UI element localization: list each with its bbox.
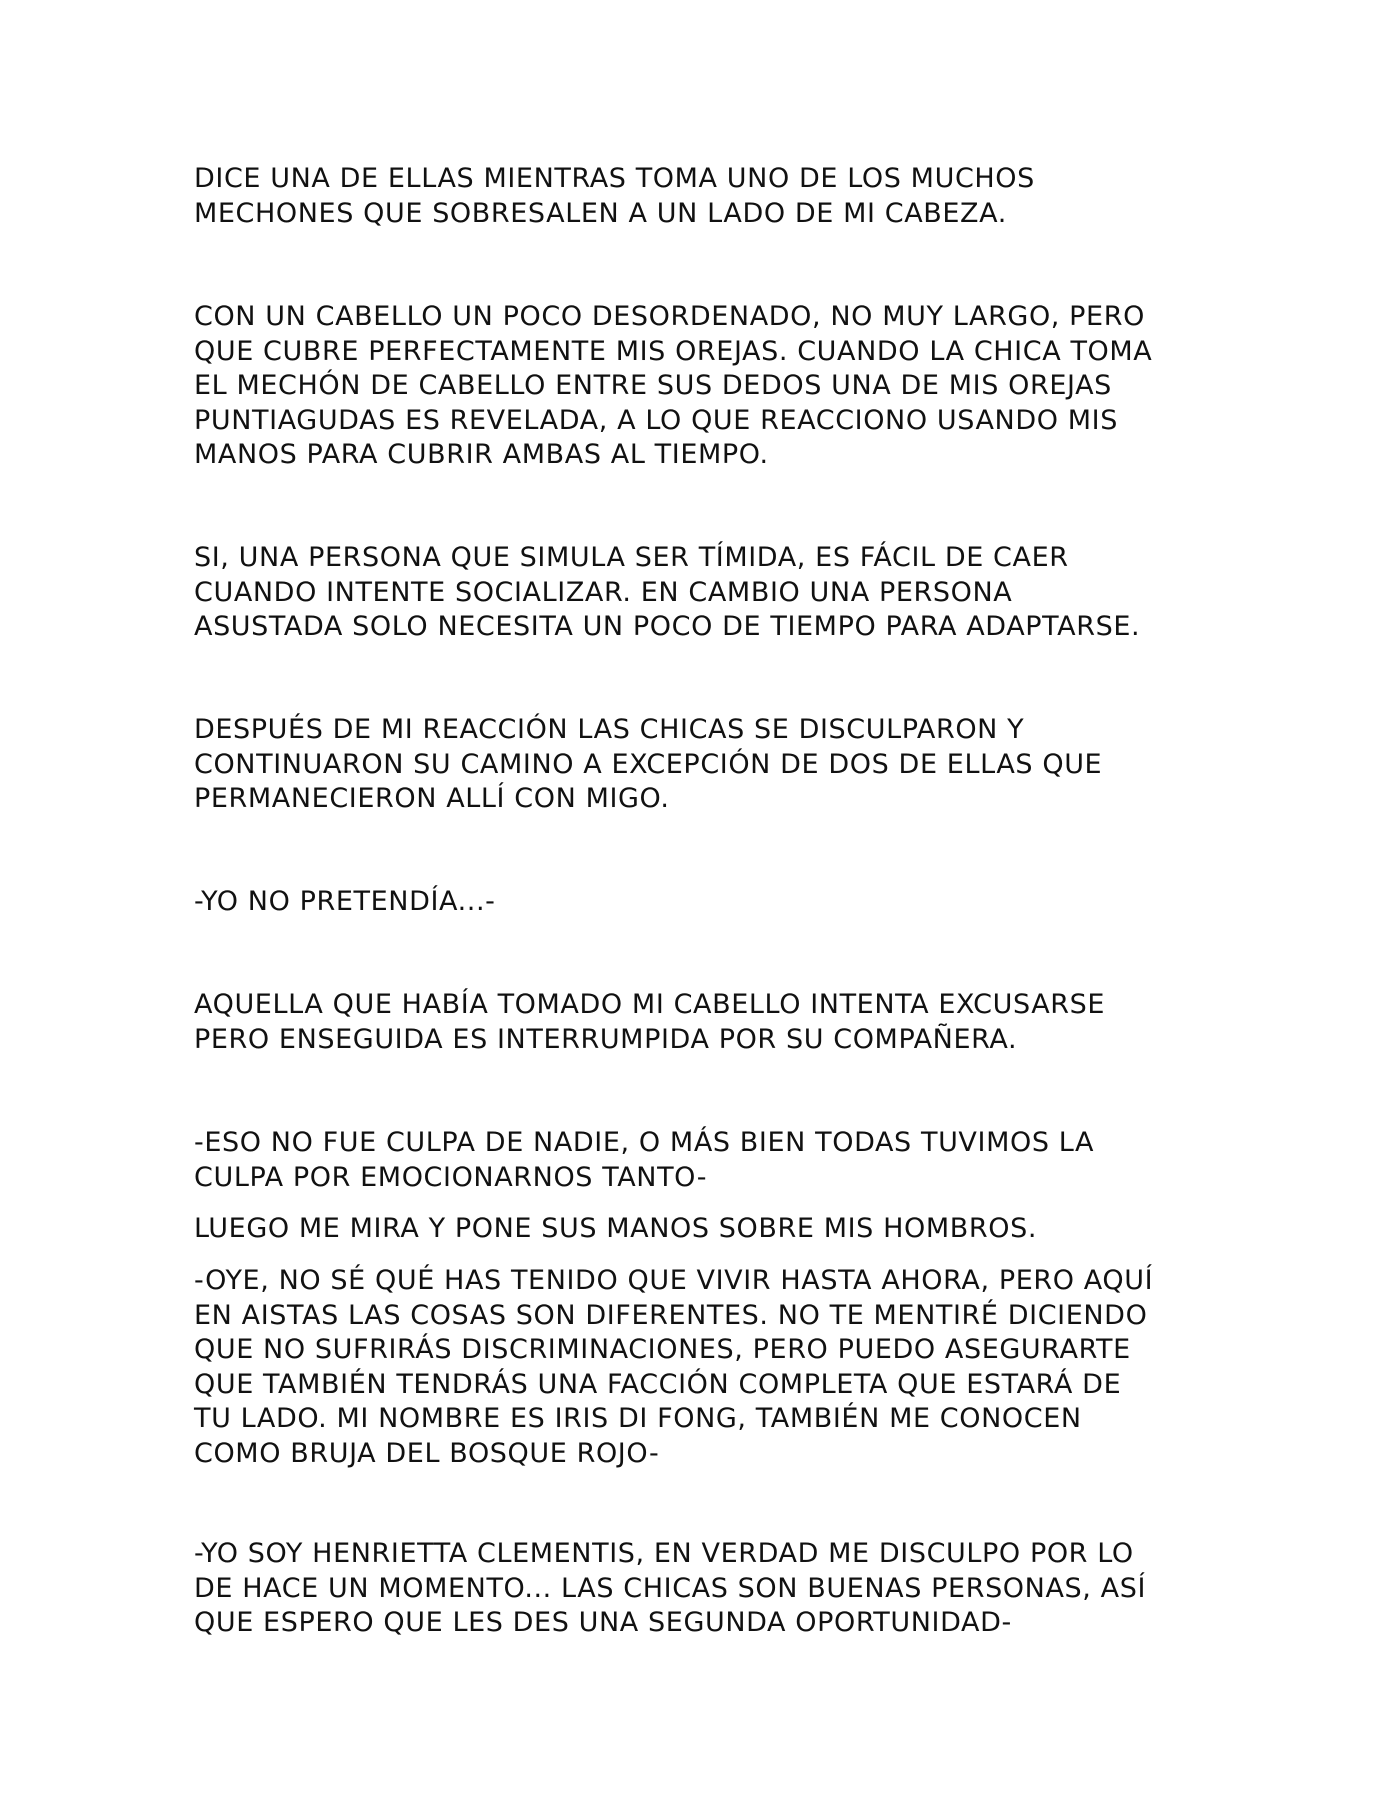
paragraph-1: DICE UNA DE ELLAS MIENTRAS TOMA UNO DE LOS MUCHOS MECHONES QUE SOBRESALEN A UN LADO DE MI CABEZA. bbox=[194, 163, 1035, 229]
paragraph-5: -YO NO PRETENDÍA...- bbox=[194, 886, 496, 917]
paragraph-6: AQUELLA QUE HABÍA TOMADO MI CABELLO INTENTA EXCUSARSE PERO ENSEGUIDA ES INTERRUMPIDA POR SU COMPAÑERA. bbox=[194, 989, 1106, 1055]
paragraph-7: -ESO NO FUE CULPA DE NADIE, O MÁS BIEN TODAS TUVIMOS LA CULPA POR EMOCIONARNOS TANTO- bbox=[194, 1127, 1095, 1193]
paragraph-3: SI, UNA PERSONA QUE SIMULA SER TÍMIDA, ES FÁCIL DE CAER CUANDO INTENTE SOCIALIZAR. EN CAMBIO UNA PERSONA ASUSTADA SOLO NECESITA UN POCO DE TIEMPO PARA ADAPTARSE. bbox=[194, 542, 1141, 642]
paragraph-2: CON UN CABELLO UN POCO DESORDENADO, NO MUY LARGO, PERO QUE CUBRE PERFECTAMENTE MIS OREJAS. CUANDO LA CHICA TOMA EL MECHÓN DE CABELLO ENTRE SUS DEDOS UNA DE MIS OREJAS PUNTIAGUDAS ES REVELADA, A LO QUE REACCIONO USANDO MIS MANOS PARA CUBRIR AMBAS AL TIEMPO. bbox=[194, 301, 1153, 470]
paragraph-10: -YO SOY HENRIETTA CLEMENTIS, EN VERDAD ME DISCULPO POR LO DE HACE UN MOMENTO... LAS CHICAS SON BUENAS PERSONAS, ASÍ QUE ESPERO QUE LES DES UNA SEGUNDA OPORTUNIDAD- bbox=[194, 1538, 1147, 1638]
paragraph-4: DESPUÉS DE MI REACCIÓN LAS CHICAS SE DISCULPARON Y CONTINUARON SU CAMINO A EXCEPCIÓN DE DOS DE ELLAS QUE PERMANECIERON ALLÍ CON MIGO. bbox=[194, 714, 1103, 814]
paragraph-9: -OYE, NO SÉ QUÉ HAS TENIDO QUE VIVIR HASTA AHORA, PERO AQUÍ EN AISTAS LAS COSAS SON DIFERENTES. NO TE MENTIRÉ DICIENDO QUE NO SUFRIRÁS DISCRIMINACIONES, PERO PUEDO ASEGURARTE QUE TAMBIÉN TENDRÁS UNA FACCIÓN COMPLETA QUE ESTARÁ DE TU LADO. MI NOMBRE ES IRIS DI FONG, TAMBIÉN ME CONOCEN COMO BRUJA DEL BOSQUE ROJO- bbox=[194, 1265, 1154, 1469]
paragraph-8: LUEGO ME MIRA Y PONE SUS MANOS SOBRE MIS HOMBROS. bbox=[194, 1213, 1037, 1244]
